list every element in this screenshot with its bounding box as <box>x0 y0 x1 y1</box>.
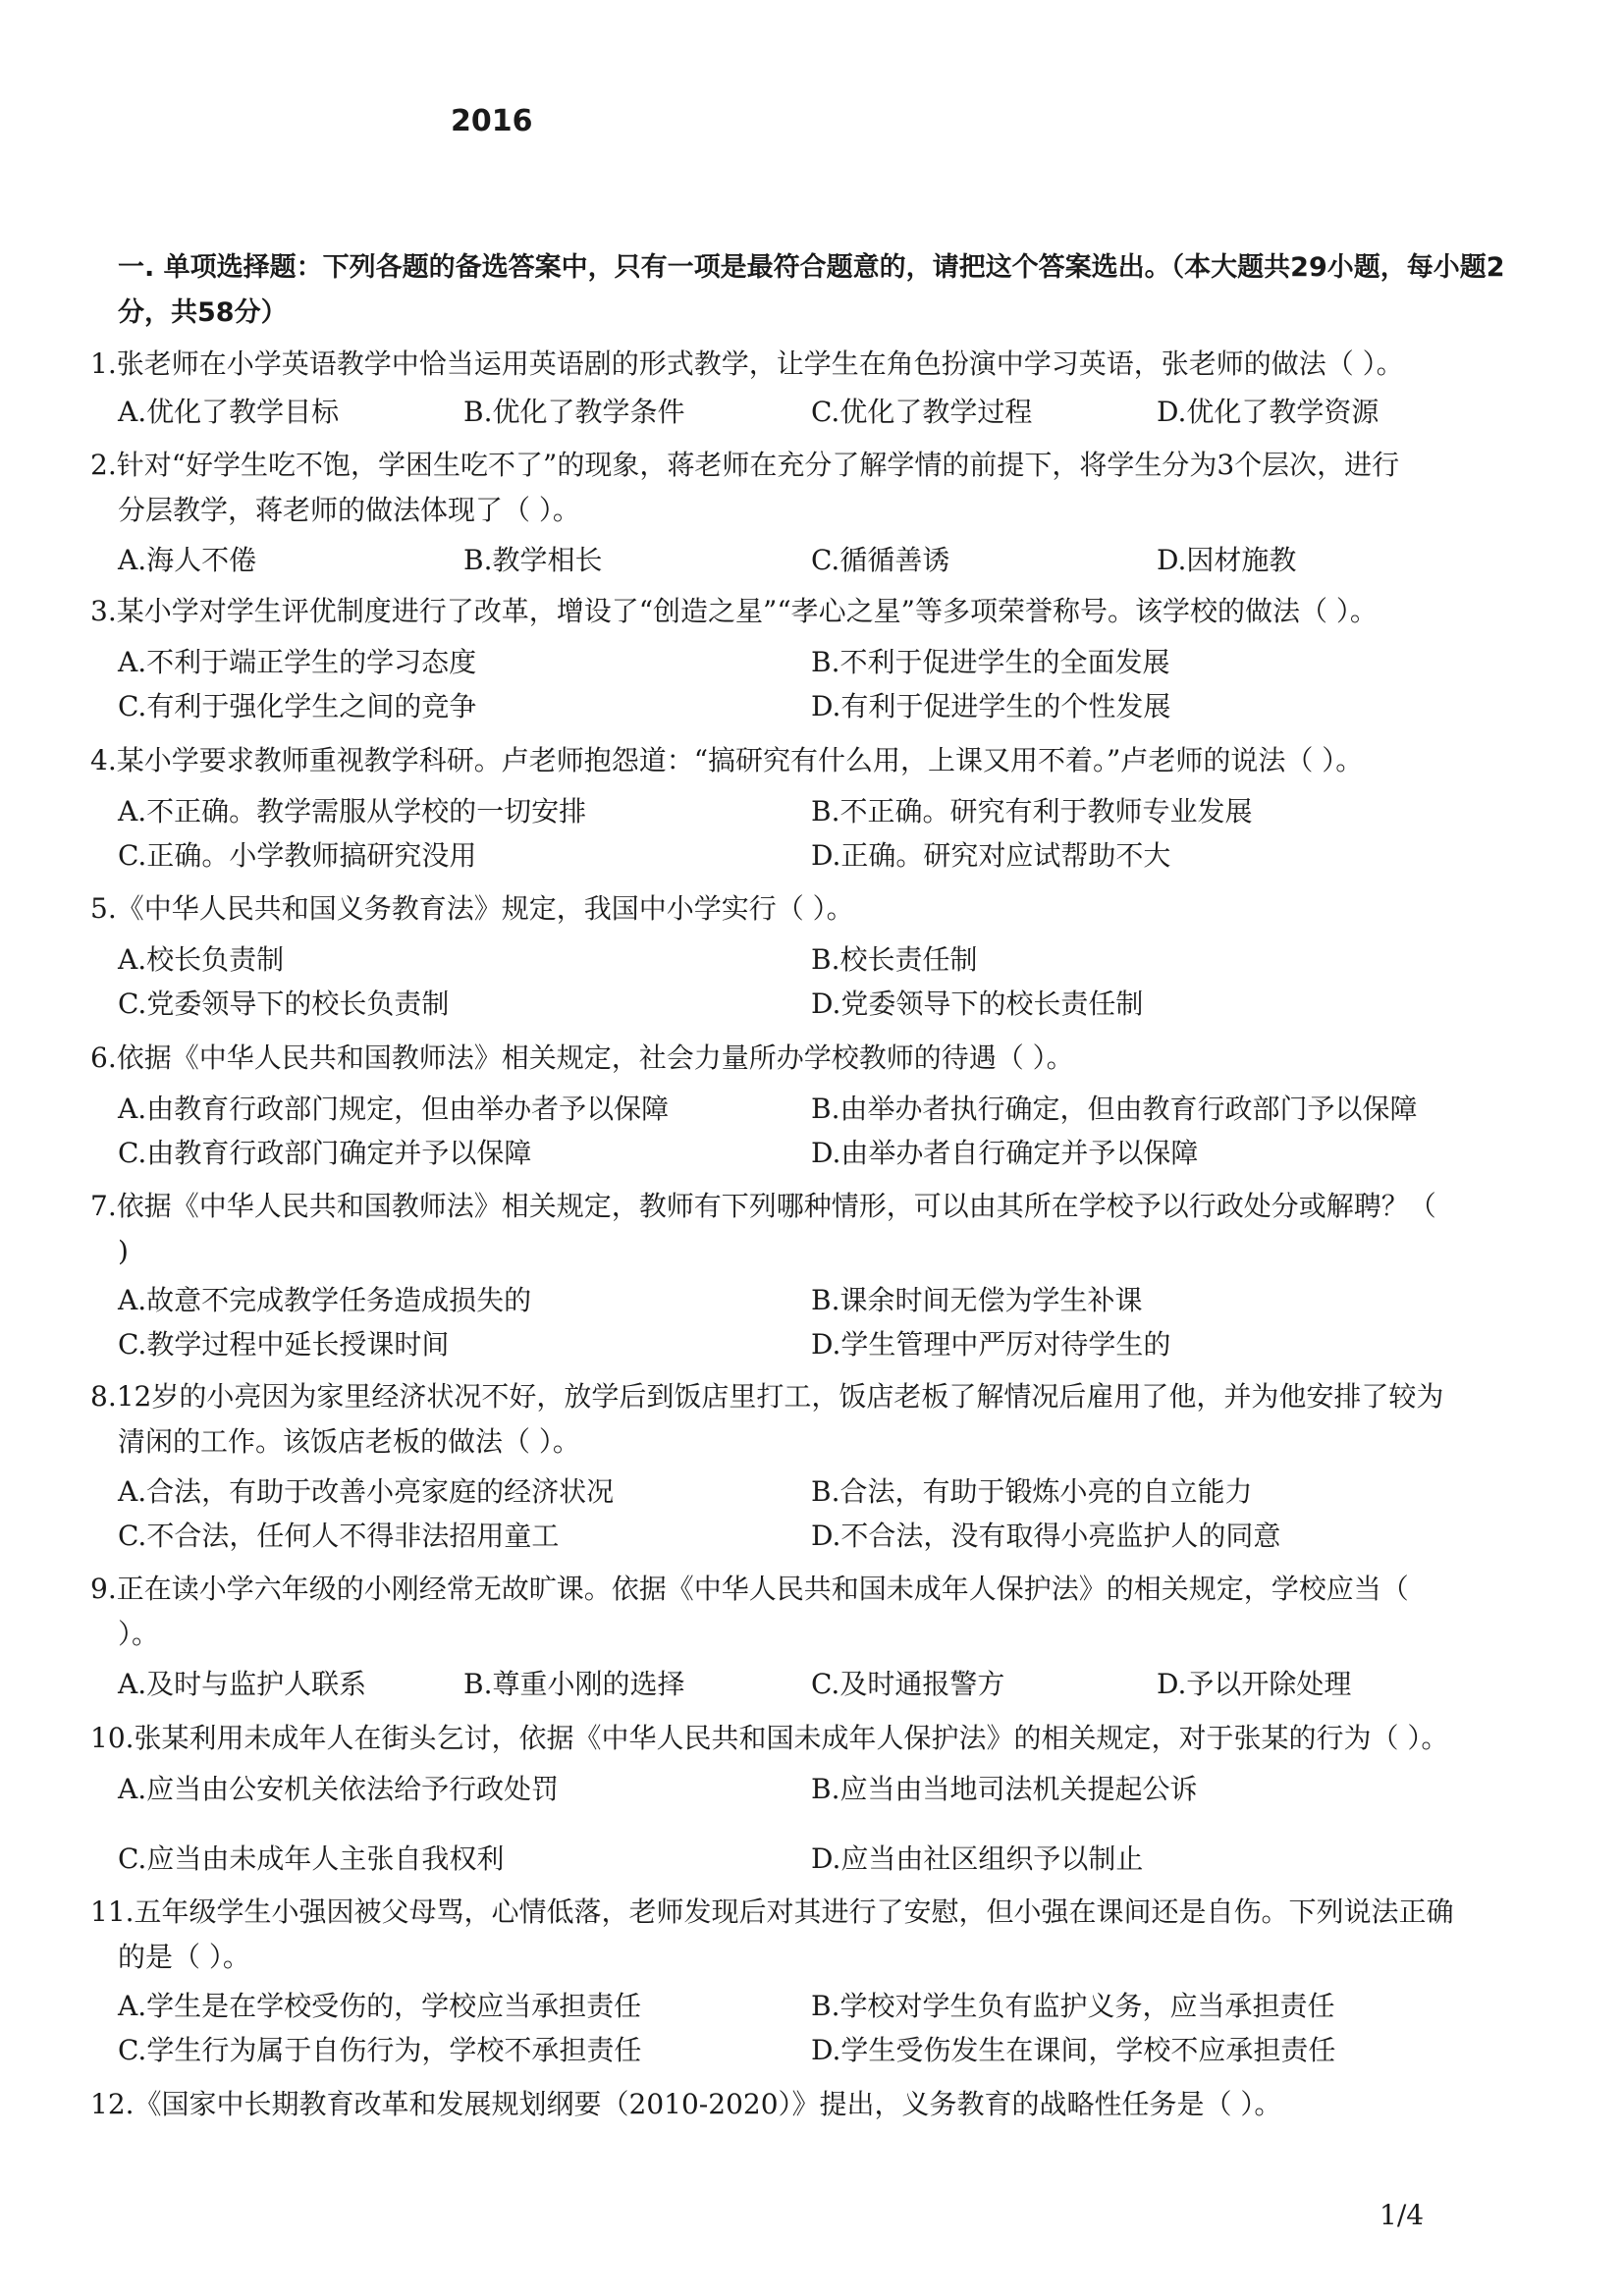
q1-option-c: C.优化了教学过程 <box>811 396 1033 428</box>
q4-option-a: A.不正确。教学需服从学校的一切安排 <box>118 795 587 828</box>
q5-option-a: A.校长负责制 <box>118 943 285 976</box>
q8-option-d: D.不合法，没有取得小亮监护人的同意 <box>811 1520 1281 1552</box>
q2-option-b: B.教学相长 <box>463 544 603 576</box>
q1-option-d: D.优化了教学资源 <box>1157 396 1380 428</box>
q11-option-c: C.学生行为属于自伤行为，学校不承担责任 <box>118 2034 642 2066</box>
q6-option-c: C.由教育行政部门确定并予以保障 <box>118 1137 532 1169</box>
q8-stem-line2: 清闲的工作。该饭店老板的做法（ ）。 <box>118 1425 580 1458</box>
q9-stem-line1: 9.正在读小学六年级的小刚经常无故旷课。依据《中华人民共和国未成年人保护法》的相关规定，学校应当（ <box>90 1573 1409 1605</box>
question-6-stem: 6.依据《中华人民共和国教师法》相关规定，社会力量所办学校教师的待遇（ ）。 <box>90 1041 1074 1074</box>
q6-option-a: A.由教育行政部门规定，但由举办者予以保障 <box>118 1093 670 1125</box>
q5-option-c: C.党委领导下的校长负责制 <box>118 988 450 1020</box>
q8-stem-line1: 8.12岁的小亮因为家里经济状况不好，放学后到饭店里打工，饭店老板了解情况后雇用了他，并为他安排了较为 <box>90 1380 1444 1413</box>
question-12-stem: 12.《国家中长期教育改革和发展规划纲要（2010-2020）》提出，义务教育的战略性任务是（ ）。 <box>90 2088 1282 2120</box>
q11-option-a: A.学生是在学校受伤的，学校应当承担责任 <box>118 1990 642 2022</box>
q3-option-b: B.不利于促进学生的全面发展 <box>811 646 1170 678</box>
year-heading: 2016 <box>451 104 533 138</box>
q6-option-b: B.由举办者执行确定，但由教育行政部门予以保障 <box>811 1093 1418 1125</box>
q4-option-b: B.不正确。研究有利于教师专业发展 <box>811 795 1253 828</box>
q3-option-c: C.有利于强化学生之间的竞争 <box>118 690 477 722</box>
question-7-stem <box>90 1184 1504 1274</box>
q10-option-a: A.应当由公安机关依法给予行政处罚 <box>118 1773 560 1805</box>
question-10-stem: 10.张某利用未成年人在街头乞讨，依据《中华人民共和国未成年人保护法》的相关规定，对于张某的行为（ ）。 <box>90 1722 1449 1754</box>
q4-option-d: D.正确。研究对应试帮助不大 <box>811 839 1171 872</box>
question-5-stem: 5.《中华人民共和国义务教育法》规定，我国中小学实行（ ）。 <box>90 892 854 925</box>
q1-option-a: A.优化了教学目标 <box>118 396 340 428</box>
q8-option-c: C.不合法，任何人不得非法招用童工 <box>118 1520 560 1552</box>
q2-stem-line1: 2.针对“好学生吃不饱，学困生吃不了”的现象，蒋老师在充分了解学情的前提下，将学生分为3个层次，进行 <box>90 449 1400 481</box>
q3-option-d: D.有利于促进学生的个性发展 <box>811 690 1171 722</box>
q9-option-b: B.尊重小刚的选择 <box>463 1668 685 1700</box>
q5-option-b: B.校长责任制 <box>811 943 978 976</box>
q2-option-c: C.循循善诱 <box>811 544 950 576</box>
q11-stem-line1: 11.五年级学生小强因被父母骂，心情低落，老师发现后对其进行了安慰，但小强在课间还是自伤。下列说法正确 <box>90 1896 1454 1928</box>
q3-option-a: A.不利于端正学生的学习态度 <box>118 646 477 678</box>
page-number: 1/4 <box>1380 2199 1425 2231</box>
q10-option-d: D.应当由社区组织予以制止 <box>811 1842 1144 1875</box>
q2-option-d: D.因材施教 <box>1157 544 1297 576</box>
q11-option-b: B.学校对学生负有监护义务，应当承担责任 <box>811 1990 1335 2022</box>
q7-stem-line1: 7.依据《中华人民共和国教师法》相关规定，教师有下列哪种情形，可以由其所在学校予以行政处分或解聘？（ <box>90 1190 1436 1222</box>
q2-stem-line2: 分层教学，蒋老师的做法体现了（ ）。 <box>118 494 580 526</box>
q10-option-c: C.应当由未成年人主张自我权利 <box>118 1842 505 1875</box>
question-9-stem <box>90 1567 1504 1657</box>
question-3-stem: 3.某小学对学生评优制度进行了改革，增设了“创造之星”“孝心之星”等多项荣誉称号。该学校的做法（ ）。 <box>90 595 1378 627</box>
q7-option-b: B.课余时间无偿为学生补课 <box>811 1284 1143 1316</box>
q7-option-a: A.故意不完成教学任务造成损失的 <box>118 1284 532 1316</box>
q4-option-c: C.正确。小学教师搞研究没用 <box>118 839 477 872</box>
question-8-stem <box>90 1374 1504 1465</box>
q11-stem-line2: 的是（ ）。 <box>118 1941 250 1973</box>
q6-option-d: D.由举办者自行确定并予以保障 <box>811 1137 1199 1169</box>
q2-option-a: A.海人不倦 <box>118 544 257 576</box>
q9-option-c: C.及时通报警方 <box>811 1668 1005 1700</box>
q9-option-a: A.及时与监护人联系 <box>118 1668 367 1700</box>
q10-option-b: B.应当由当地司法机关提起公诉 <box>811 1773 1198 1805</box>
question-2-stem <box>90 443 1504 533</box>
question-4-stem: 4.某小学要求教师重视教学科研。卢老师抱怨道：“搞研究有什么用，上课又用不着。”卢老师的说法（ ）。 <box>90 744 1364 776</box>
section-title: 一. 单项选择题：下列各题的备选答案中，只有一项是最符合题意的，请把这个答案选出。（本大题共29小题，每小题2分，共58分） <box>118 252 1505 328</box>
q9-option-d: D.予以开除处理 <box>1157 1668 1352 1700</box>
q7-option-c: C.教学过程中延长授课时间 <box>118 1328 450 1361</box>
q5-option-d: D.党委领导下的校长责任制 <box>811 988 1144 1020</box>
q7-option-d: D.学生管理中严厉对待学生的 <box>811 1328 1171 1361</box>
q7-stem-line2: ) <box>118 1235 129 1267</box>
q9-stem-line2: ）。 <box>118 1618 160 1650</box>
q8-option-a: A.合法，有助于改善小亮家庭的经济状况 <box>118 1475 615 1508</box>
question-11-stem <box>90 1890 1504 1980</box>
question-1-stem: 1.张老师在小学英语教学中恰当运用英语剧的形式教学，让学生在角色扮演中学习英语，张老师的做法（ ）。 <box>90 347 1404 380</box>
q8-option-b: B.合法，有助于锻炼小亮的自立能力 <box>811 1475 1253 1508</box>
q1-option-b: B.优化了教学条件 <box>463 396 685 428</box>
q11-option-d: D.学生受伤发生在课间，学校不应承担责任 <box>811 2034 1336 2066</box>
